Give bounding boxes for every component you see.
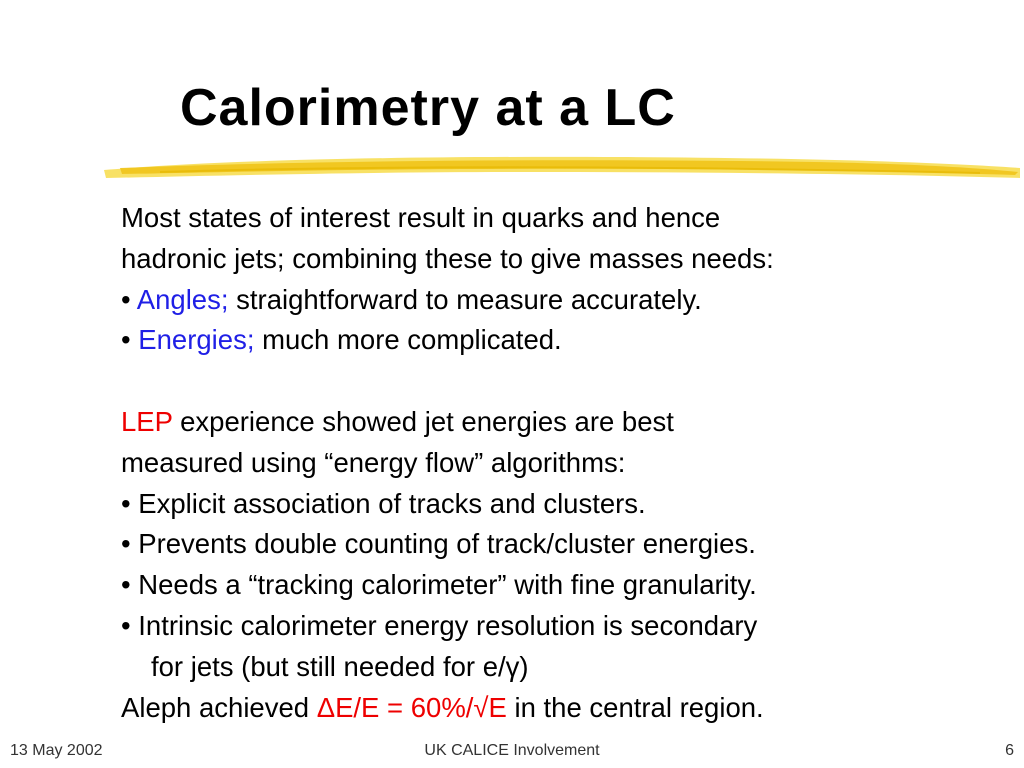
footer-title: UK CALICE Involvement <box>424 742 600 759</box>
bullet-text-angles: straightforward to measure accurately. <box>236 283 702 315</box>
intro-line-2: hadronic jets; combining these to give masses needs: <box>121 242 774 274</box>
aleph-post: in the central region. <box>514 691 764 723</box>
slide-title: Calorimetry at a LC <box>180 79 676 137</box>
bullet-mark: • <box>121 324 131 356</box>
bullet-item: • Intrinsic calorimeter energy resolution is secondary <box>121 609 758 641</box>
title-brush-underline <box>100 148 1024 188</box>
footer-page-number: 6 <box>1005 742 1014 759</box>
bullet-text-energies: much more complicated. <box>262 324 562 356</box>
aleph-formula: ΔE/E = 60%/√E <box>316 691 507 723</box>
spacer <box>121 361 1001 402</box>
slide-body <box>121 198 1001 728</box>
lep-text: experience showed jet energies are best <box>180 405 674 437</box>
bullet-continuation: for jets (but still needed for e/γ) <box>151 650 529 682</box>
lep-line-2: measured using “energy flow” algorithms: <box>121 446 626 478</box>
aleph-line <box>121 688 1001 729</box>
bullet-item: • Prevents double counting of track/cluster energies. <box>121 528 756 560</box>
aleph-pre: Aleph achieved <box>121 691 310 723</box>
bullet-key-angles: Angles; <box>136 283 229 315</box>
lep-line-1 <box>121 402 1001 443</box>
bullet-item: • Explicit association of tracks and clusters. <box>121 487 646 519</box>
bullet-energies <box>121 320 1001 361</box>
bullet-angles <box>121 280 1001 321</box>
bullet-item: • Needs a “tracking calorimeter” with fine granularity. <box>121 569 757 601</box>
footer-date: 13 May 2002 <box>10 742 103 759</box>
bullet-key-energies: Energies; <box>138 324 255 356</box>
bullet-mark: • <box>121 283 131 315</box>
intro-line-1: Most states of interest result in quarks and hence <box>121 202 721 233</box>
lep-key: LEP <box>121 405 173 437</box>
